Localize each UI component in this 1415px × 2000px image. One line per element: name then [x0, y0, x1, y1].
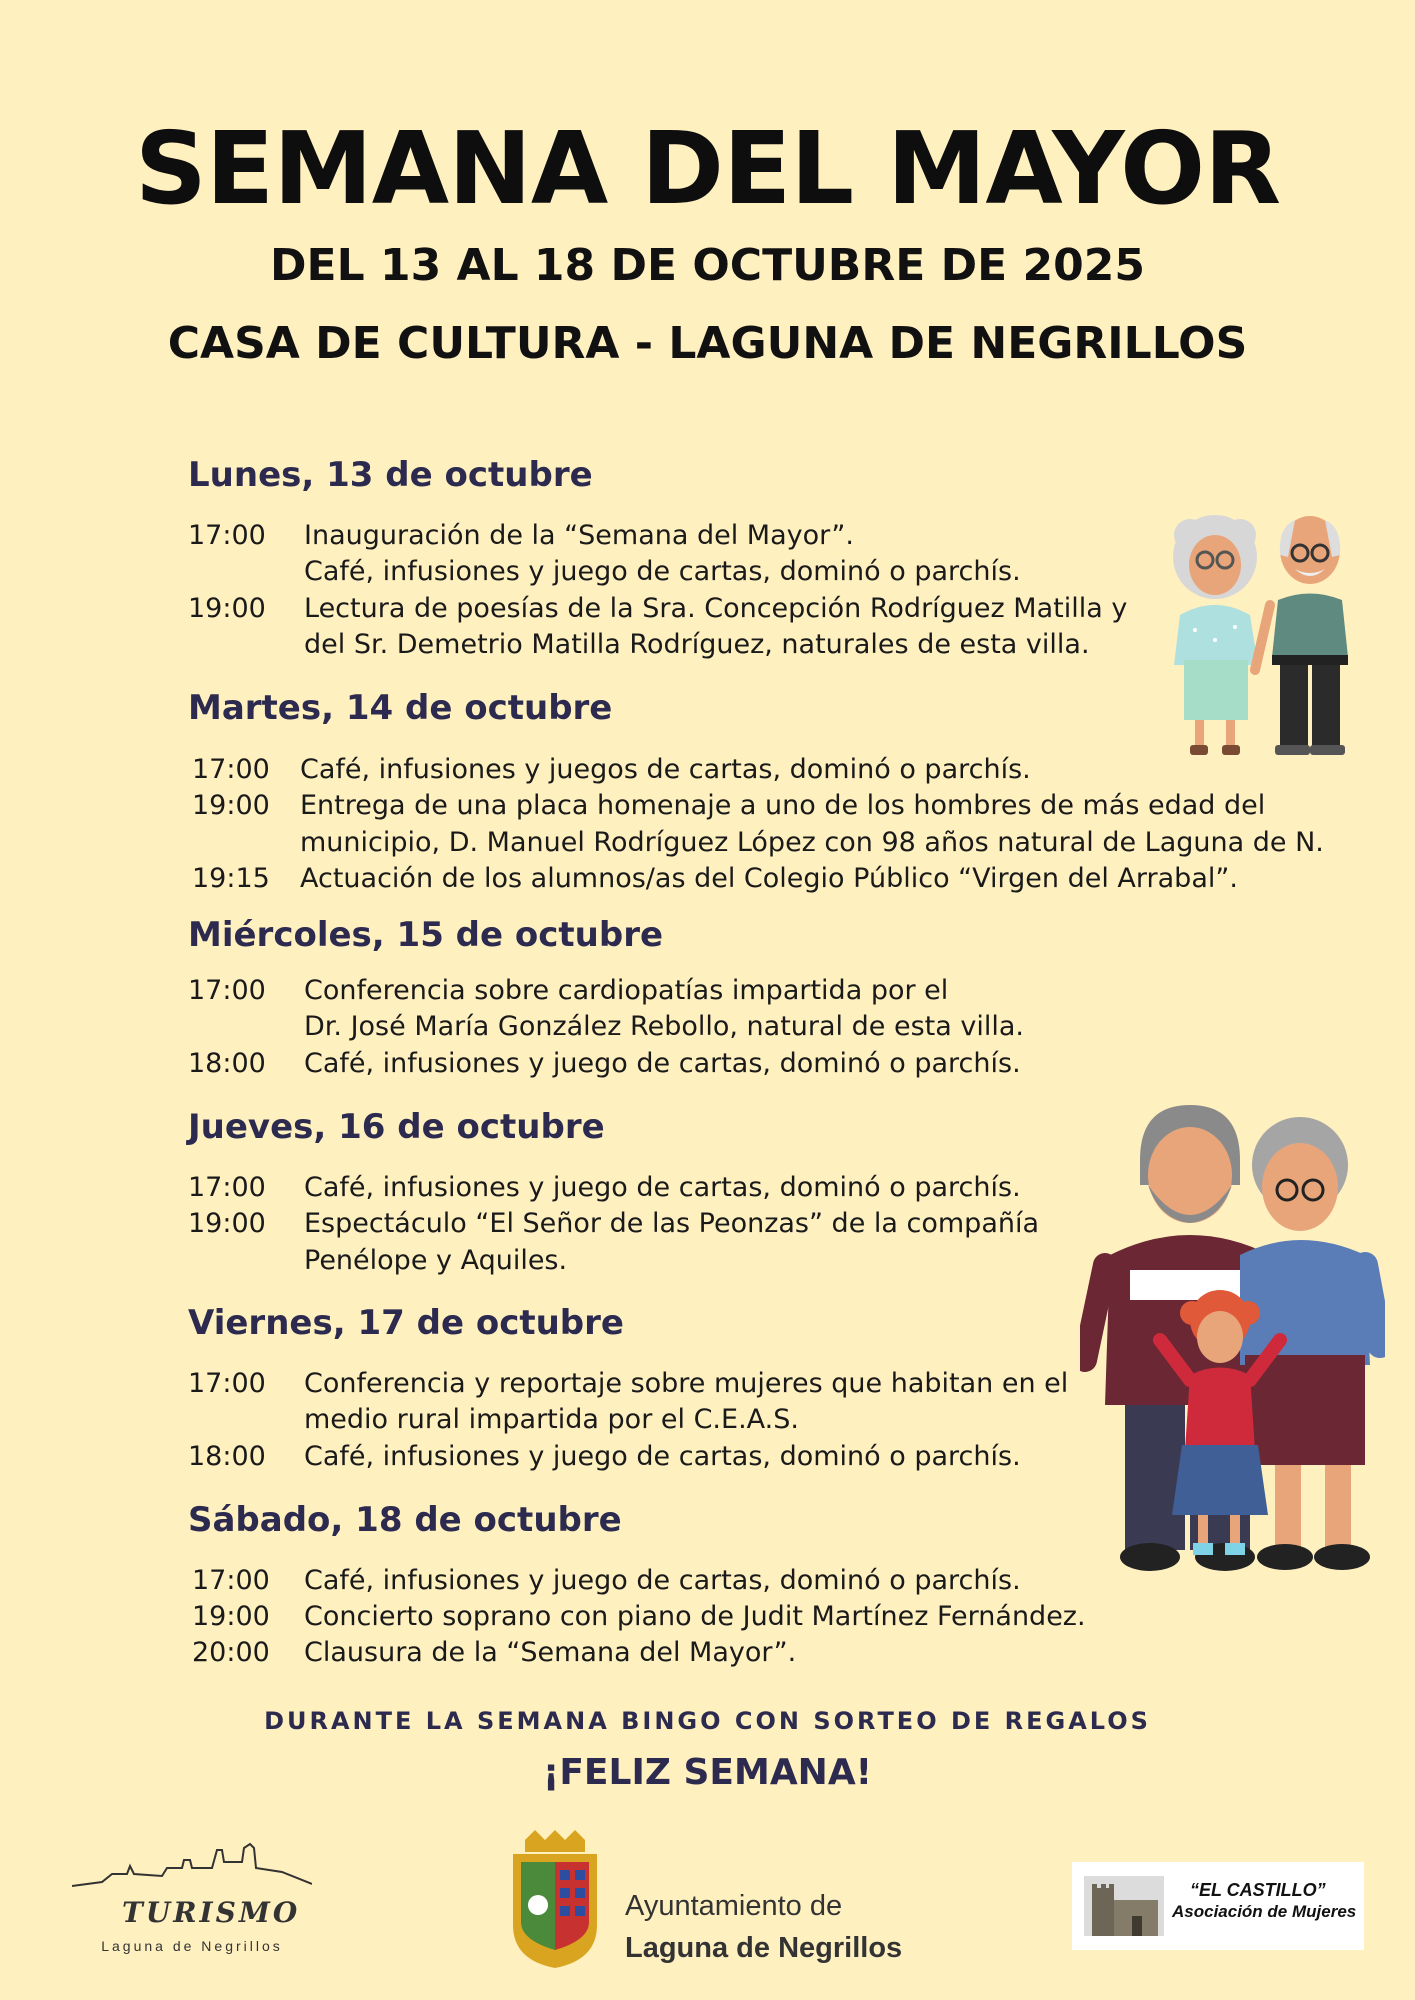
event-time: 19:00 — [192, 1601, 270, 1632]
event-time: 17:00 — [192, 754, 270, 785]
day-heading-viernes: Viernes, 17 de octubre — [188, 1303, 624, 1343]
event-text: Café, infusiones y juegos de cartas, dominó o parchís. — [300, 754, 1031, 785]
day-heading-sabado: Sábado, 18 de octubre — [188, 1500, 622, 1540]
event-text: medio rural impartida por el C.E.A.S. — [304, 1404, 799, 1435]
event-text: Café, infusiones y juego de cartas, dominó o parchís. — [304, 1565, 1021, 1596]
day-heading-miercoles: Miércoles, 15 de octubre — [188, 915, 664, 955]
event-text: del Sr. Demetrio Matilla Rodríguez, naturales de esta villa. — [304, 629, 1090, 660]
event-text: Clausura de la “Semana del Mayor”. — [304, 1637, 797, 1668]
event-text: Café, infusiones y juego de cartas, dominó o parchís. — [304, 1048, 1021, 1079]
bingo-notice: DURANTE LA SEMANA BINGO CON SORTEO DE REGALOS — [264, 1707, 1151, 1735]
event-text: Conferencia y reportaje sobre mujeres que habitan en el — [304, 1368, 1069, 1399]
castillo-title: “EL CASTILLO” — [1190, 1880, 1326, 1900]
ayuntamiento-line2: Laguna de Negrillos — [625, 1932, 903, 1964]
feliz-semana-text: ¡FELIZ SEMANA! — [542, 1752, 873, 1793]
event-time: 19:15 — [192, 863, 270, 894]
event-time: 18:00 — [188, 1048, 266, 1079]
event-time: 17:00 — [192, 1565, 270, 1596]
event-time: 17:00 — [188, 520, 266, 551]
event-time: 19:00 — [188, 1208, 266, 1239]
castle-photo-icon — [1084, 1876, 1164, 1936]
event-time: 19:00 — [192, 790, 270, 821]
castillo-subtitle: Asociación de Mujeres — [1172, 1902, 1357, 1921]
event-time: 17:00 — [188, 975, 266, 1006]
event-time: 18:00 — [188, 1441, 266, 1472]
grandparents-with-child-illustration — [1080, 1105, 1385, 1575]
day-heading-martes: Martes, 14 de octubre — [188, 688, 613, 728]
ayuntamiento-line1: Ayuntamiento de — [625, 1890, 843, 1922]
event-text: Café, infusiones y juego de cartas, dominó o parchís. — [304, 556, 1021, 587]
event-text: Conferencia sobre cardiopatías impartida por el — [304, 975, 949, 1006]
day-heading-jueves: Jueves, 16 de octubre — [188, 1107, 605, 1147]
turismo-subtitle: Laguna de Negrillos — [101, 1938, 283, 1954]
event-time: 19:00 — [188, 593, 266, 624]
event-text: Entrega de una placa homenaje a uno de los hombres de más edad del — [300, 790, 1266, 821]
event-text: Café, infusiones y juego de cartas, dominó o parchís. — [304, 1441, 1021, 1472]
event-dates: DEL 13 AL 18 DE OCTUBRE DE 2025 — [270, 240, 1145, 291]
event-text: Actuación de los alumnos/as del Colegio Público “Virgen del Arrabal”. — [300, 863, 1238, 894]
turismo-word: TURISMO — [122, 1896, 301, 1929]
page-title: SEMANA DEL MAYOR — [134, 110, 1281, 227]
event-text: Lectura de poesías de la Sra. Concepción Rodríguez Matilla y — [304, 593, 1128, 624]
event-text: Penélope y Aquiles. — [304, 1245, 568, 1276]
event-time: 17:00 — [188, 1172, 266, 1203]
event-time: 20:00 — [192, 1637, 270, 1668]
event-text: Dr. José María González Rebollo, natural de esta villa. — [304, 1011, 1024, 1042]
event-time: 17:00 — [188, 1368, 266, 1399]
event-venue: CASA DE CULTURA - LAGUNA DE NEGRILLOS — [167, 318, 1248, 369]
event-text: Inauguración de la “Semana del Mayor”. — [304, 520, 854, 551]
day-heading-lunes: Lunes, 13 de octubre — [188, 455, 593, 495]
turismo-logo — [72, 1838, 312, 1958]
event-text: Café, infusiones y juego de cartas, dominó o parchís. — [304, 1172, 1021, 1203]
event-text: Concierto soprano con piano de Judit Martínez Fernández. — [304, 1601, 1086, 1632]
el-castillo-logo — [1072, 1862, 1364, 1950]
coat-of-arms-icon — [505, 1830, 605, 1970]
event-text: Espectáculo “El Señor de las Peonzas” de la compañía — [304, 1208, 1040, 1239]
event-text: municipio, D. Manuel Rodríguez López con 98 años natural de Laguna de N. — [300, 827, 1324, 858]
village-skyline-icon — [72, 1838, 312, 1898]
elderly-couple-illustration — [1160, 505, 1370, 760]
